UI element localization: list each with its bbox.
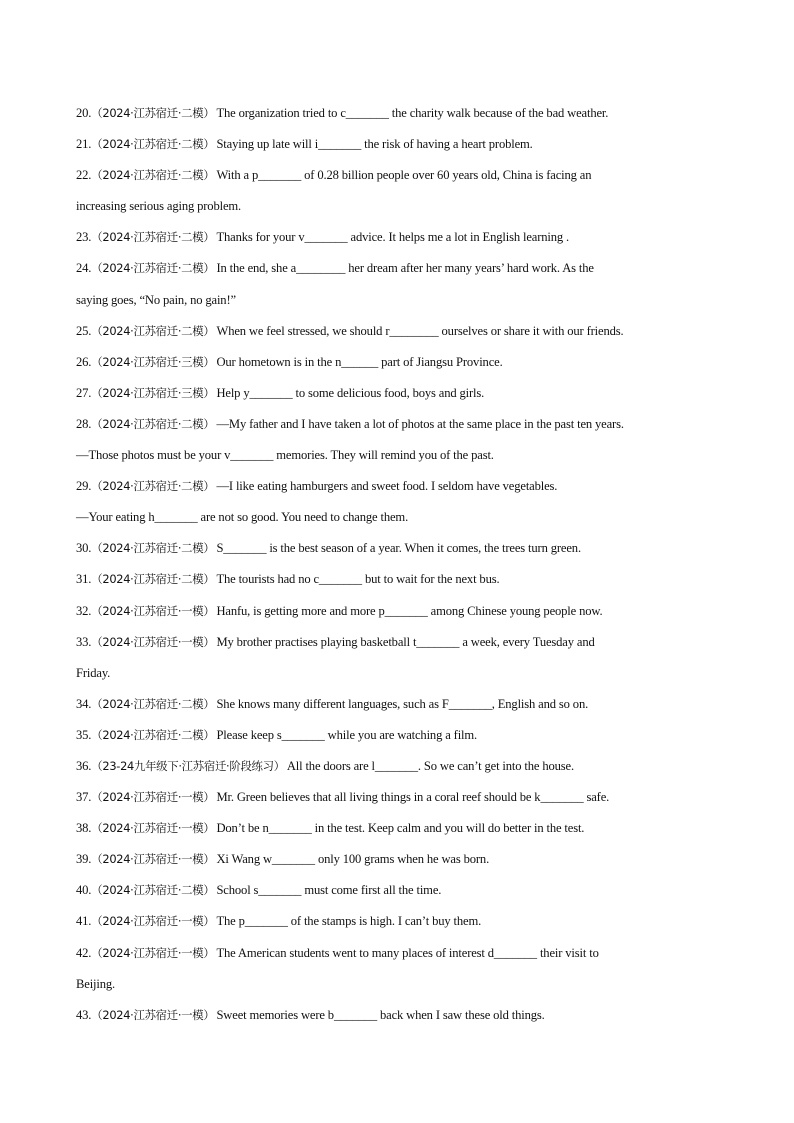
question-text: Our hometown is in the n______ part of Jiangsu Province. [216,354,503,369]
question-source: （2024·江苏宿迁·二模） [91,230,215,245]
question-text: The tourists had no c_______ but to wait for the next bus. [216,572,500,587]
question-source: （2024·江苏宿迁·三模） [91,385,215,400]
question-line [76,720,726,751]
question-number: 33. [76,634,92,649]
question-number: 32. [76,603,92,618]
question-list [76,98,726,1031]
question-text: In the end, she a________ her dream after her many years’ hard work. As the [216,261,594,276]
question-number: 38. [76,821,92,836]
question-line [76,906,726,937]
question-source: （23-24九年级下·江苏宿迁·阶段练习） [91,758,285,773]
question-text: Help y_______ to some delicious food, boys and girls. [216,385,485,400]
question-text: The p_______ of the stamps is high. I can’t buy them. [216,914,482,929]
question-line [76,564,726,595]
question-line [76,689,726,720]
question-text: Thanks for your v_______ advice. It helps me a lot in English learning . [216,230,570,245]
question-line [76,347,726,378]
question-line [76,844,726,875]
question-line [76,627,726,658]
question-line [76,129,726,160]
question-line [76,875,726,906]
question-source: （2024·江苏宿迁·一模） [91,914,215,929]
question-line [76,1000,726,1031]
question-text: With a p_______ of 0.28 billion people over 60 years old, China is facing an [216,168,592,183]
question-source: （2024·江苏宿迁·一模） [91,1007,215,1022]
question-number: 29. [76,479,92,494]
question-source: （2024·江苏宿迁·一模） [91,790,215,805]
question-text: Xi Wang w_______ only 100 grams when he was born. [216,852,490,867]
question-source: （2024·江苏宿迁·二模） [91,168,215,183]
question-line [76,316,726,347]
question-text: Beijing. [76,976,116,991]
question-source: （2024·江苏宿迁·一模） [91,852,215,867]
question-number: 43. [76,1007,92,1022]
question-text: Don’t be n_______ in the test. Keep calm and you will do better in the test. [216,821,585,836]
question-line [76,502,726,533]
question-line [76,191,726,222]
question-source: （2024·江苏宿迁·二模） [91,137,215,152]
question-line [76,938,726,969]
question-line [76,440,726,471]
question-line [76,253,726,284]
question-source: （2024·江苏宿迁·一模） [91,634,215,649]
question-text: When we feel stressed, we should r________ ourselves or share it with our friends. [216,323,624,338]
question-source: （2024·江苏宿迁·一模） [91,603,215,618]
question-text: Mr. Green believes that all living things in a coral reef should be k_______ safe. [216,790,610,805]
question-number: 34. [76,696,92,711]
question-number: 22. [76,168,92,183]
question-line [76,471,726,502]
question-text: —My father and I have taken a lot of photos at the same place in the past ten years. [216,416,624,431]
question-number: 26. [76,354,92,369]
question-source: （2024·江苏宿迁·二模） [91,261,215,276]
question-source: （2024·江苏宿迁·二模） [91,541,215,556]
question-line [76,658,726,689]
question-text: Friday. [76,665,111,680]
question-source: （2024·江苏宿迁·二模） [91,696,215,711]
question-number: 30. [76,541,92,556]
question-source: （2024·江苏宿迁·二模） [91,572,215,587]
question-number: 36. [76,758,92,773]
question-line [76,533,726,564]
question-number: 21. [76,137,92,152]
question-text: Sweet memories were b_______ back when I saw these old things. [216,1007,545,1022]
question-text: She knows many different languages, such as F_______, English and so on. [216,696,589,711]
question-number: 20. [76,106,92,120]
question-text: —Your eating h_______ are not so good. You need to change them. [76,510,409,525]
question-number: 28. [76,416,92,431]
question-text: S_______ is the best season of a year. When it comes, the trees turn green. [216,541,581,556]
question-text: The American students went to many places of interest d_______ their visit to [216,945,599,960]
question-number: 31. [76,572,92,587]
question-number: 35. [76,727,92,742]
question-line [76,98,726,129]
question-line [76,285,726,316]
question-source: （2024·江苏宿迁·一模） [91,945,215,960]
question-number: 39. [76,852,92,867]
question-source: （2024·江苏宿迁·二模） [91,106,215,120]
question-text: The organization tried to c_______ the charity walk because of the bad weather. [216,106,609,120]
question-text: Staying up late will i_______ the risk of having a heart problem. [216,137,533,152]
question-text: Please keep s_______ while you are watching a film. [216,727,478,742]
question-line [76,222,726,253]
question-line [76,813,726,844]
question-source: （2024·江苏宿迁·二模） [91,416,215,431]
question-text: My brother practises playing basketball t_______ a week, every Tuesday and [216,634,595,649]
question-number: 27. [76,385,92,400]
question-line [76,596,726,627]
question-line [76,782,726,813]
question-text: —Those photos must be your v_______ memories. They will remind you of the past. [76,448,494,463]
question-number: 42. [76,945,92,960]
question-line [76,409,726,440]
question-source: （2024·江苏宿迁·二模） [91,883,215,898]
question-source: （2024·江苏宿迁·一模） [91,821,215,836]
question-number: 23. [76,230,92,245]
question-source: （2024·江苏宿迁·三模） [91,354,215,369]
question-number: 25. [76,323,92,338]
question-text: School s_______ must come first all the time. [216,883,442,898]
question-text: —I like eating hamburgers and sweet food. I seldom have vegetables. [216,479,558,494]
question-source: （2024·江苏宿迁·二模） [91,323,215,338]
question-line [76,751,726,782]
question-number: 41. [76,914,92,929]
question-line [76,969,726,1000]
question-number: 37. [76,790,92,805]
question-text: All the doors are l_______. So we can’t get into the house. [286,758,574,773]
question-text: increasing serious aging problem. [76,199,242,214]
question-number: 40. [76,883,92,898]
question-number: 24. [76,261,92,276]
question-text: Hanfu, is getting more and more p_______ among Chinese young people now. [216,603,603,618]
question-line [76,160,726,191]
question-source: （2024·江苏宿迁·二模） [91,727,215,742]
question-line [76,378,726,409]
question-text: saying goes, “No pain, no gain!” [76,292,236,307]
question-source: （2024·江苏宿迁·二模） [91,479,215,494]
